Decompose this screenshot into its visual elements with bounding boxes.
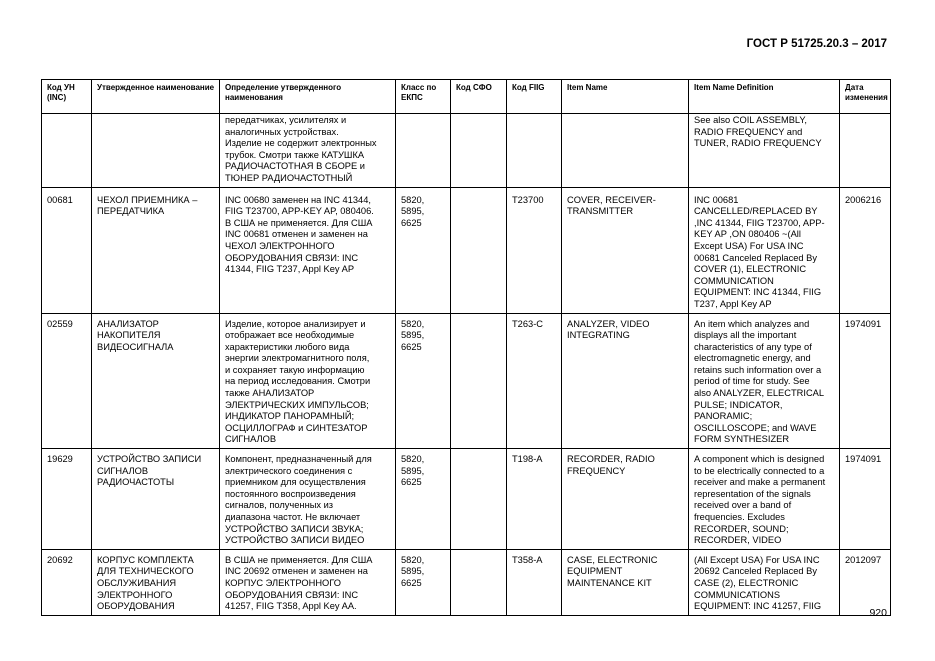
table-row <box>42 114 891 188</box>
cell-inc <box>42 114 92 188</box>
cell-definition: INC 00680 заменен на INC 41344, FIIG T23700, APP-KEY AP, 080406. В США не применяется. Для США INC 00681 отменен и заменен на ЧЕХОЛ ЭЛЕКТРОННОГО ОБОРУДОВАНИЯ СВЯЗИ: INC 41344, FIIG T237, Appl Key AP <box>220 187 396 313</box>
cell-sfo <box>451 549 507 615</box>
cell-item-definition: An item which analyzes and displays all the important characteristics of any type of electromagnetic energy, and retains such information over a period of time for study. See also ANALYZER, ELECTRICAL PULSE; INDICATOR, PANORAMIC; OSCILLOSCOPE; and WAVE FORM SYNTHESIZER <box>689 313 840 449</box>
cell-fiig: T358-A <box>507 549 562 615</box>
col-header-fiig: Код FIIG <box>507 80 562 114</box>
table-row <box>42 313 891 449</box>
table-body <box>42 114 891 616</box>
cell-class: 5820, 5895, 6625 <box>396 449 451 550</box>
cell-item-definition: See also COIL ASSEMBLY, RADIO FREQUENCY and TUNER, RADIO FREQUENCY <box>689 114 840 188</box>
cell-approved-name: АНАЛИЗАТОР НАКОПИТЕЛЯ ВИДЕОСИГНАЛА <box>92 313 220 449</box>
cell-definition: В США не применяется. Для США INC 20692 отменен и заменен на КОРПУС ЭЛЕКТРОННОГО ОБОРУДОВАНИЯ СВЯЗИ: INC 41257, FIIG T358, Appl Key AA. <box>220 549 396 615</box>
cell-class: 5820, 5895, 6625 <box>396 549 451 615</box>
cell-class: 5820, 5895, 6625 <box>396 187 451 313</box>
table-row <box>42 449 891 550</box>
col-header-item-name: Item Name <box>562 80 689 114</box>
cell-approved-name: УСТРОЙСТВО ЗАПИСИ СИГНАЛОВ РАДИОЧАСТОТЫ <box>92 449 220 550</box>
cell-fiig <box>507 114 562 188</box>
col-header-approved-name: Утвержденное наименование <box>92 80 220 114</box>
cell-inc: 00681 <box>42 187 92 313</box>
cell-fiig: T23700 <box>507 187 562 313</box>
cell-item-definition: (All Except USA) For USA INC 20692 Canceled Replaced By CASE (2), ELECTRONIC COMMUNICATIONS EQUIPMENT: INC 41257, FIIG <box>689 549 840 615</box>
col-header-definition: Определение утвержденного наименования <box>220 80 396 114</box>
cell-class: 5820, 5895, 6625 <box>396 313 451 449</box>
cell-inc: 02559 <box>42 313 92 449</box>
cell-date: 2012097 <box>840 549 891 615</box>
cell-definition: Изделие, которое анализирует и отображает все необходимые характеристики любого вида энергии электромагнитного поля, и сохраняет такую информацию на период исследования. Смотри также АНАЛИЗАТОР ЭЛЕКТРИЧЕСКИХ ИМПУЛЬСОВ; ИНДИКАТОР ПАНОРАМНЫЙ; ОСЦИЛЛОГРАФ и СИНТЕЗАТОР СИГНАЛОВ <box>220 313 396 449</box>
cell-fiig: T263-C <box>507 313 562 449</box>
table-header <box>42 80 891 114</box>
cell-approved-name <box>92 114 220 188</box>
table-row <box>42 187 891 313</box>
cell-item-name: CASE, ELECTRONIC EQUIPMENT MAINTENANCE KIT <box>562 549 689 615</box>
cell-item-name: RECORDER, RADIO FREQUENCY <box>562 449 689 550</box>
cell-item-name: ANALYZER, VIDEO INTEGRATING <box>562 313 689 449</box>
cell-definition: передатчиках, усилителях и аналогичных устройствах. Изделие не содержит электронных трубок. Смотри также КАТУШКА РАДИОЧАСТОТНАЯ В СБОРЕ и ТЮНЕР РАДИОЧАСТОТНЫЙ <box>220 114 396 188</box>
cell-inc: 19629 <box>42 449 92 550</box>
header-row <box>42 80 891 114</box>
cell-inc: 20692 <box>42 549 92 615</box>
col-header-class: Класс по ЕКПС <box>396 80 451 114</box>
cell-date: 2006216 <box>840 187 891 313</box>
cell-approved-name: ЧЕХОЛ ПРИЕМНИКА – ПЕРЕДАТЧИКА <box>92 187 220 313</box>
cell-date: 1974091 <box>840 449 891 550</box>
col-header-sfo: Код СФО <box>451 80 507 114</box>
cell-fiig: T198-A <box>507 449 562 550</box>
page-number: 920 <box>869 607 887 619</box>
cell-class <box>396 114 451 188</box>
cell-item-definition: A component which is designed to be electrically connected to a receiver and make a permanent representation of the signals received over a band of frequencies. Excludes RECORDER, SOUND; RECORDER, VIDEO <box>689 449 840 550</box>
cell-item-name: COVER, RECEIVER- TRANSMITTER <box>562 187 689 313</box>
catalog-table <box>41 79 891 616</box>
cell-approved-name: КОРПУС КОМПЛЕКТА ДЛЯ ТЕХНИЧЕСКОГО ОБСЛУЖИВАНИЯ ЭЛЕКТРОННОГО ОБОРУДОВАНИЯ <box>92 549 220 615</box>
col-header-inc: Код УН (INC) <box>42 80 92 114</box>
cell-sfo <box>451 313 507 449</box>
cell-date: 1974091 <box>840 313 891 449</box>
col-header-date: Дата изменения <box>840 80 891 114</box>
cell-sfo <box>451 114 507 188</box>
cell-date <box>840 114 891 188</box>
document-code: ГОСТ Р 51725.20.3 – 2017 <box>746 38 887 50</box>
cell-sfo <box>451 449 507 550</box>
cell-sfo <box>451 187 507 313</box>
cell-item-definition: INC 00681 CANCELLED/REPLACED BY ,INC 41344, FIIG T23700, APP- KEY AP ,ON 080406 ~(All Except USA) For USA INC 00681 Canceled Replaced By COVER (1), ELECTRONIC COMMUNICATION EQUIPMENT: INC 41344, FIIG T237, Appl Key AP <box>689 187 840 313</box>
col-header-item-definition: Item Name Definition <box>689 80 840 114</box>
table-row <box>42 549 891 615</box>
cell-definition: Компонент, предназначенный для электрического соединения с приемником для осуществления постоянного воспроизведения сигналов, полученных из диапазона частот. Не включает УСТРОЙСТВО ЗАПИСИ ЗВУКА; УСТРОЙСТВО ЗАПИСИ ВИДЕО <box>220 449 396 550</box>
cell-item-name <box>562 114 689 188</box>
